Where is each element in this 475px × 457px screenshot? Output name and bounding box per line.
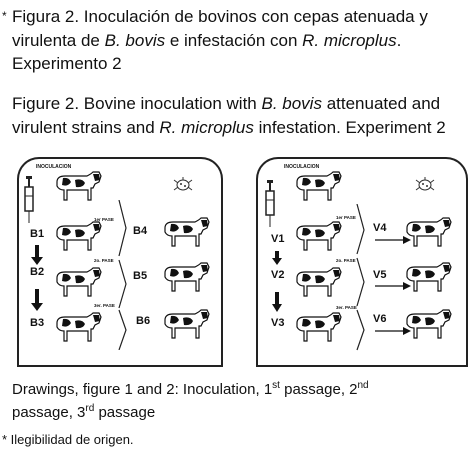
- passage-label-3: 3er. PASE: [336, 305, 357, 310]
- cow-drawing: [57, 313, 101, 341]
- cow-drawing: [57, 172, 101, 200]
- donor-label-b3: B3: [30, 317, 45, 329]
- donor-label-v1: V1: [271, 233, 285, 245]
- donor-label-v2: V2: [271, 269, 285, 281]
- recipient-label-v6: V6: [373, 313, 387, 325]
- donor-label-b1: B1: [30, 228, 45, 240]
- cow-drawing: [297, 172, 341, 200]
- cow-drawing: [165, 218, 209, 246]
- footnote-asterisk: *: [2, 9, 7, 23]
- caption-es-species: R. microplus: [302, 31, 397, 50]
- cow-drawing: [165, 263, 209, 291]
- caption-es-species: B. bovis: [104, 31, 166, 50]
- cow-drawing: [407, 263, 451, 291]
- right-inoculation-label: INOCULACION: [284, 164, 320, 170]
- cow-drawing: [297, 222, 341, 250]
- drawings-caption-text: passage: [94, 404, 156, 421]
- caption-es-text: virulenta de: [12, 31, 105, 50]
- cow-drawing: [407, 218, 451, 246]
- donor-label-b2: B2: [30, 266, 45, 278]
- drawings-caption-sup: st: [272, 380, 280, 391]
- cow-drawing: [297, 313, 341, 341]
- cow-drawing: [57, 222, 101, 250]
- passage-label-1: 1er PASE: [94, 217, 114, 222]
- cow-drawing: [165, 310, 209, 338]
- drawings-caption-text: passage, 2: [279, 381, 358, 398]
- caption-es-text: .: [396, 31, 402, 50]
- footnote: * Ilegibilidad de origen.: [2, 432, 134, 447]
- caption-es-line3: Experimento 2: [12, 54, 122, 73]
- caption-en-text: infestation. Experiment 2: [253, 118, 446, 137]
- drawings-caption-text: Drawings, figure 1 and 2: Inoculation, 1: [12, 381, 273, 398]
- recipient-label-b6: B6: [136, 315, 151, 327]
- caption-en-text: virulent strains and: [12, 118, 160, 137]
- caption-en-text: Figure 2. Bovine inoculation with: [12, 94, 262, 113]
- caption-es-line1: Figura 2. Inoculación de bovinos con cepas atenuada y: [12, 7, 428, 26]
- cow-drawing: [297, 268, 341, 296]
- passage-label-1: 1er PASE: [336, 215, 356, 220]
- recipient-label-b4: B4: [133, 225, 148, 237]
- left-inoculation-label: INOCULACION: [36, 164, 72, 170]
- drawings-caption-text: passage, 3: [12, 404, 86, 421]
- donor-label-v3: V3: [271, 317, 285, 329]
- passage-label-2: 2o. PASE: [94, 258, 114, 263]
- caption-es-text: e infestación con: [165, 31, 303, 50]
- drawings-caption-sup: nd: [357, 380, 369, 391]
- drawings-caption-sup: rd: [85, 403, 95, 414]
- caption-en-species: R. microplus: [159, 118, 254, 137]
- drawings-caption: [12, 376, 472, 422]
- recipient-label-b5: B5: [133, 270, 148, 282]
- cow-drawing: [57, 268, 101, 296]
- recipient-label-v4: V4: [373, 222, 387, 234]
- cow-drawing: [407, 310, 451, 338]
- recipient-label-v5: V5: [373, 269, 387, 281]
- caption-en-text: attenuated and: [321, 94, 441, 113]
- caption-en-species: B. bovis: [261, 94, 322, 113]
- passage-label-3: 3er. PASE: [94, 303, 115, 308]
- passage-label-2: 2o. PASE: [336, 258, 356, 263]
